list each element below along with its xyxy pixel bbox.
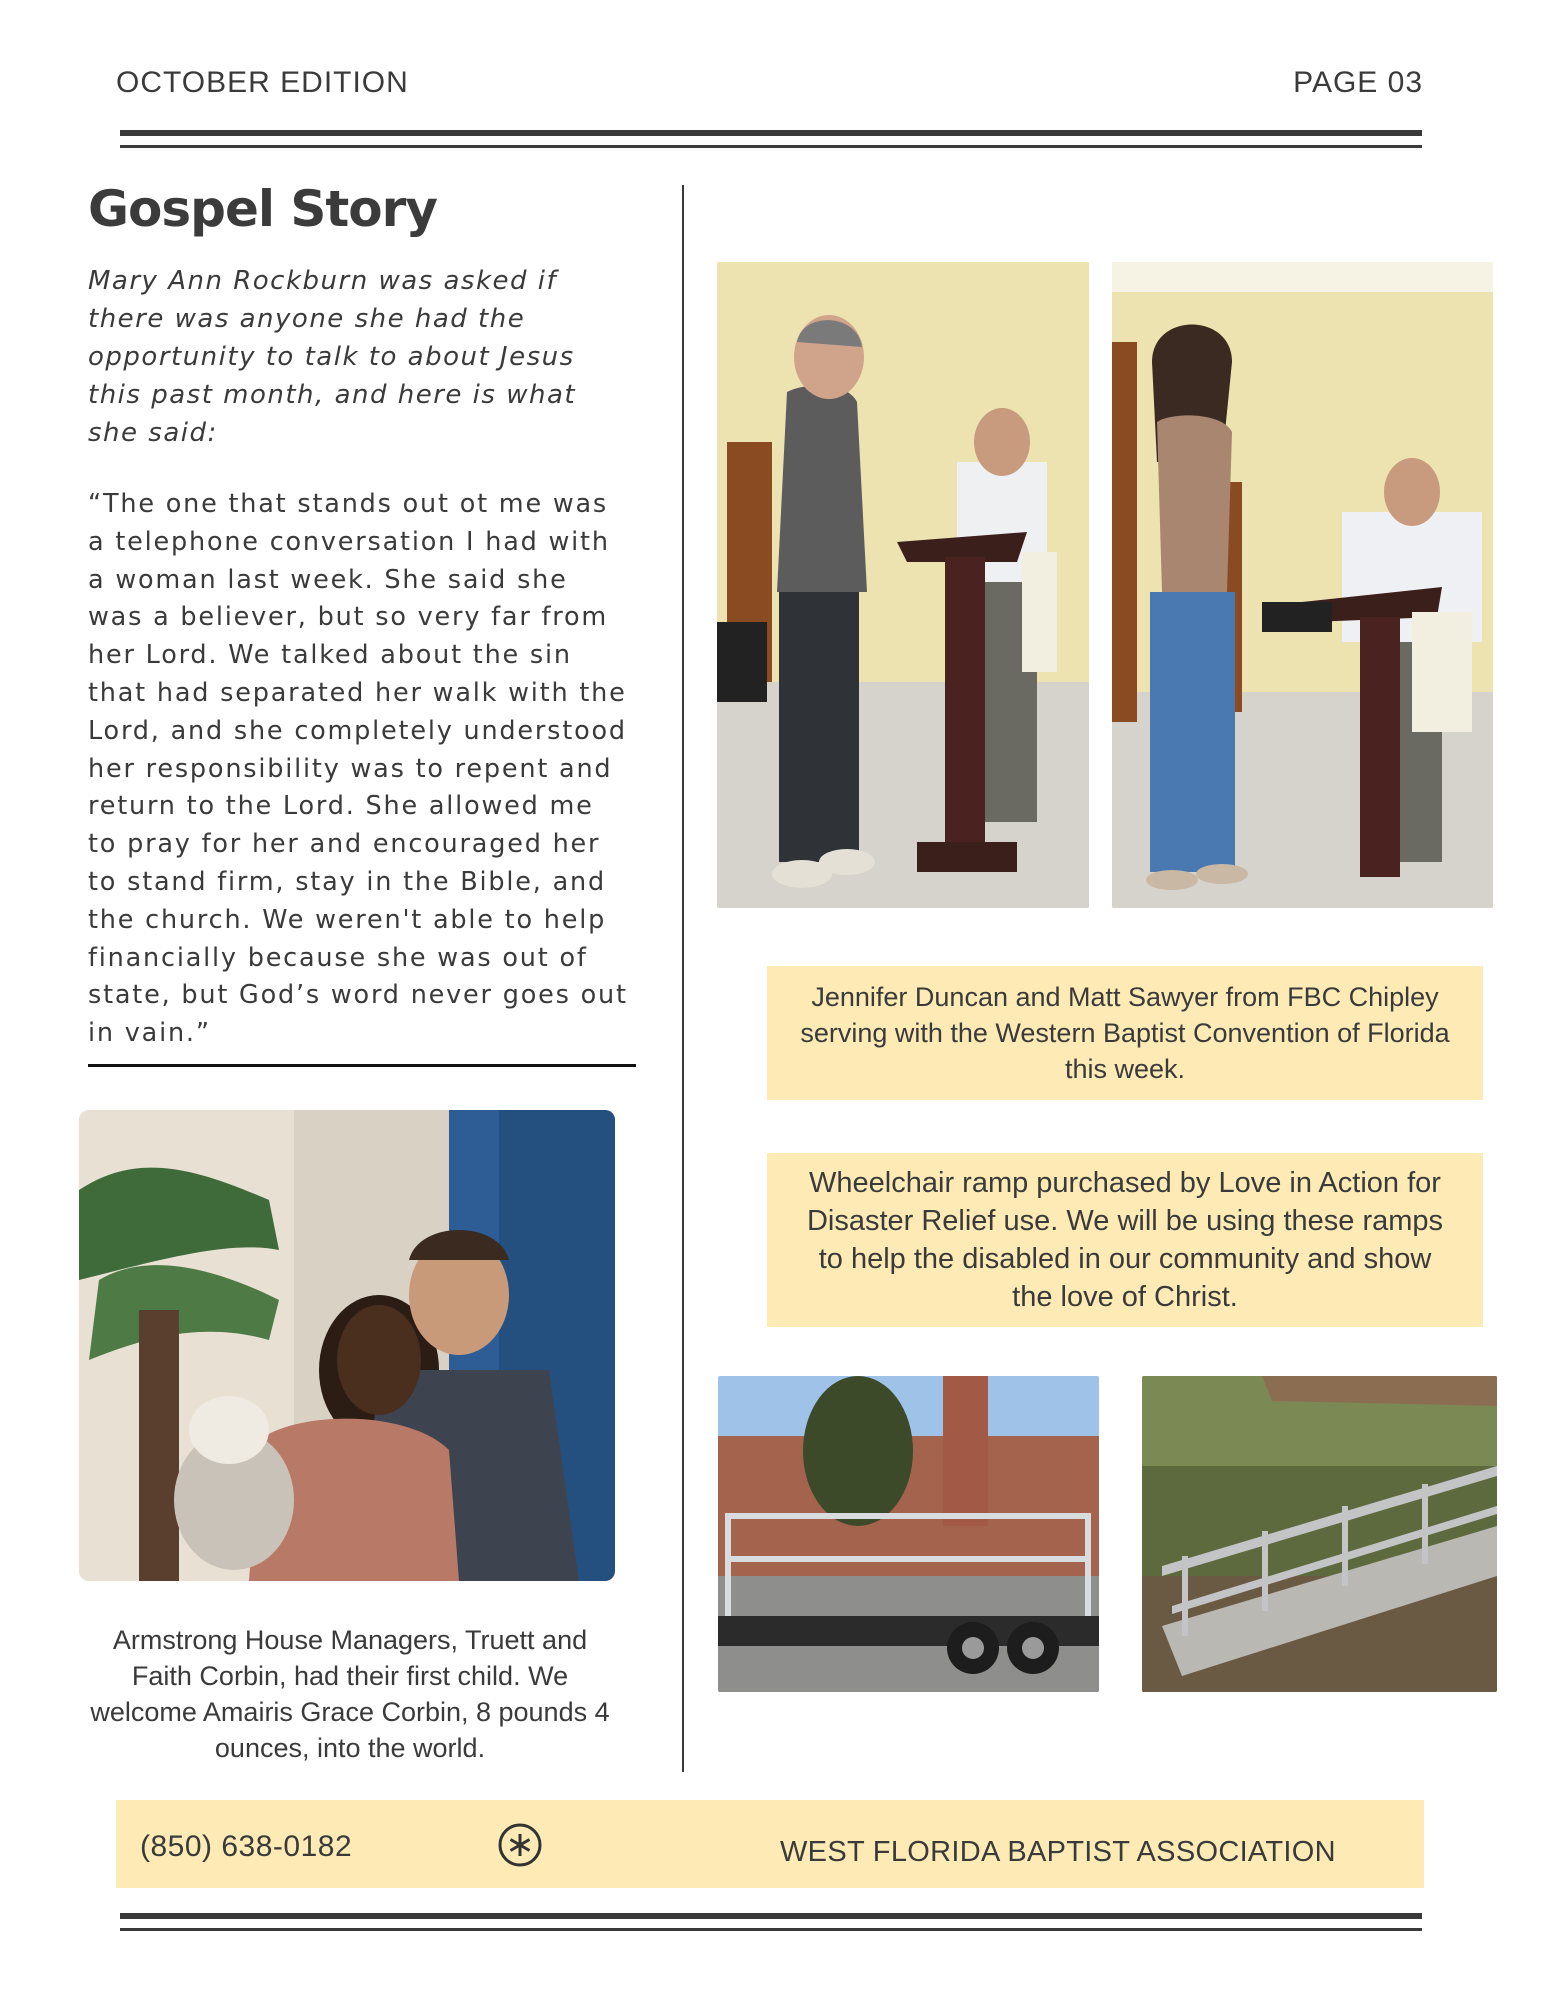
ramp-caption: Wheelchair ramp purchased by Love in Action for Disaster Relief use. We will be using these ramps to help the disabled in our community and show the love of Christ. (806, 1167, 1444, 1313)
header-rule-thin (120, 145, 1422, 148)
trailer-photo (718, 1376, 1099, 1692)
footer-organization: WEST FLORIDA BAPTIST ASSOCIATION (780, 1836, 1336, 1868)
speakers-photo-1-illustration (717, 262, 1089, 908)
footer-rule-thick (120, 1913, 1422, 1919)
family-caption: Armstrong House Managers, Truett and Faith Corbin, had their first child. We welcome Amairis Grace Corbin, 8 pounds 4 ounces, into the world. (90, 1625, 610, 1763)
footer-phone: (850) 638-0182 (140, 1830, 353, 1863)
ramp-caption-box (767, 1153, 1483, 1327)
ramp-photo (1142, 1376, 1497, 1692)
article-quote: “The one that stands out ot me was a telephone conversation I had with a woman last week. She said she was a believer, but so very far from her Lord. We talked about the sin that had separated her walk with the Lord, and she completely understood her responsibility was to repent and return to the Lord. She allowed me to pray for her and encouraged her to stand firm, stay in the Bible, and the church. We weren't able to help financially because she was out of state, but God’s word never goes out in vain.” (88, 489, 628, 1049)
trailer-photo-illustration (718, 1376, 1099, 1692)
asterisk-circle-icon-svg (497, 1822, 543, 1868)
header-rule-thick (120, 130, 1422, 136)
column-divider (682, 185, 684, 1772)
speakers-caption-box (767, 966, 1483, 1100)
speakers-photo-1 (717, 262, 1089, 908)
article-intro: Mary Ann Rockburn was asked if there was anyone she had the opportunity to talk to about Jesus this past month, and here is what she said: (88, 266, 577, 448)
article-end-rule (88, 1064, 636, 1067)
page-number: PAGE 03 (1293, 66, 1423, 99)
edition-label: OCTOBER EDITION (116, 66, 409, 99)
family-photo-illustration (79, 1110, 615, 1581)
asterisk-circle-icon (497, 1822, 543, 1868)
speakers-caption: Jennifer Duncan and Matt Sawyer from FBC Chipley serving with the Western Baptist Convention of Florida this week. (800, 982, 1450, 1084)
footer-rule-thin (120, 1928, 1422, 1931)
family-photo (79, 1110, 615, 1581)
article-title: Gospel Story (88, 180, 437, 238)
speakers-photo-2 (1112, 262, 1493, 908)
speakers-photo-2-illustration (1112, 262, 1493, 908)
ramp-photo-illustration (1142, 1376, 1497, 1692)
